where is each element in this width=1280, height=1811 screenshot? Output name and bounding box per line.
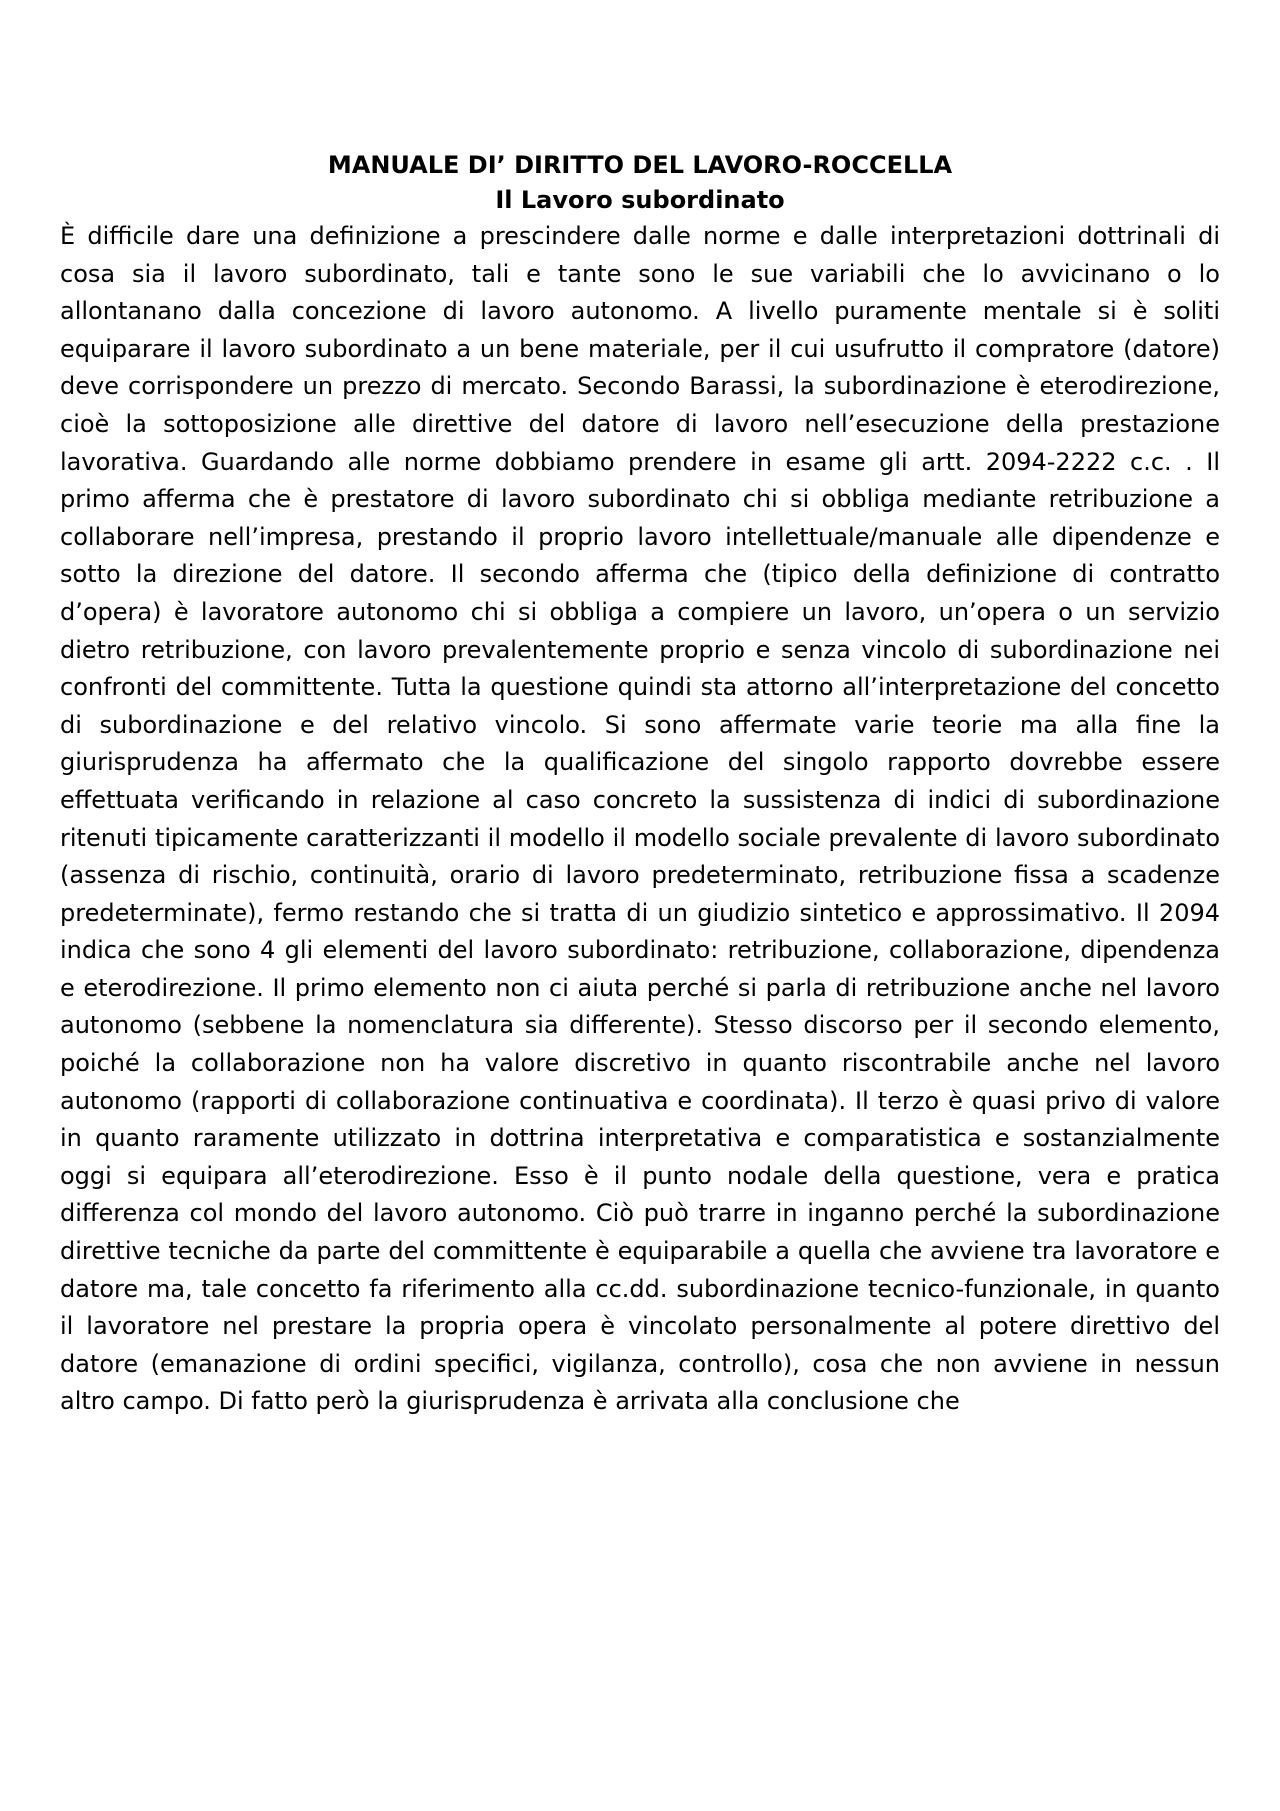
document-title: MANUALE DI’ DIRITTO DEL LAVORO-ROCCELLA: [327, 151, 953, 179]
body-paragraph: È difficile dare una definizione a prescindere dalle norme e dalle interpretazioni dottrinali di cosa sia il lavoro subordinato, tali e tante sono le sue variabili che lo avvicinano o lo allontanano dalla concezione di lavoro autonomo. A livello puramente mentale si è soliti equiparare il lavoro subordinato a un bene materiale, per il cui usufrutto il compratore (datore) deve corrispondere un prezzo di mercato. Secondo Barassi, la subordinazione è eterodirezione, cioè la sottoposizione alle direttive del datore di lavoro nell’esecuzione della prestazione lavorativa. Guardando alle norme dobbiamo prendere in esame gli artt. 2094-2222 c.c. . Il primo afferma che è prestatore di lavoro subordinato chi si obbliga mediante retribuzione a collaborare nell’impresa, prestando il proprio lavoro intellettuale/manuale alle dipendenze e sotto la direzione del datore. Il secondo afferma che (tipico della definizione di contratto d’opera) è lavoratore autonomo chi si obbliga a compiere un lavoro, un’opera o un servizio dietro retribuzione, con lavoro prevalentemente proprio e senza vincolo di subordinazione nei confronti del committente. Tutta la questione quindi sta attorno all’interpretazione del concetto di subordinazione e del relativo vincolo. Si sono affermate varie teorie ma alla fine la giurisprudenza ha affermato che la qualificazione del singolo rapporto dovrebbe essere effettuata verificando in relazione al caso concreto la sussistenza di indici di subordinazione ritenuti tipicamente caratterizzanti il modello il modello sociale prevalente di lavoro subordinato (assenza di rischio, continuità, orario di lavoro predeterminato, retribuzione fissa a scadenze predeterminate), fermo restando che si tratta di un giudizio sintetico e approssimativo. Il 2094 indica che sono 4 gli elementi del lavoro subordinato: retribuzione, collaborazione, dipendenza e eterodirezione. Il primo elemento non ci aiuta perché si parla di retribuzione anche nel lavoro autonomo (sebbene la nomenclatura sia differente). Stesso discorso per il secondo elemento, poiché la collaborazione non ha valore discretivo in quanto riscontrabile anche nel lavoro autonomo (rapporti di collaborazione continuativa e coordinata). Il terzo è quasi privo di valore in quanto raramente utilizzato in dottrina interpretativa e comparatistica e sostanzialmente oggi si equipara all’eterodirezione. Esso è il punto nodale della questione, vera e pratica differenza col mondo del lavoro autonomo. Ciò può trarre in inganno perché la subordinazione direttive tecniche da parte del committente è equiparabile a quella che avviene tra lavoratore e datore ma, tale concetto fa riferimento alla cc.dd. subordinazione tecnico-funzionale, in quanto il lavoratore nel prestare la propria opera è vincolato personalmente al potere direttivo del datore (emanazione di ordini specifici, vigilanza, controllo), cosa che non avviene in nessun altro campo. Di fatto però la giurisprudenza è arrivata alla conclusione che: [60, 222, 1220, 1416]
document-page: [60, 148, 1220, 1421]
document-subtitle: Il Lavoro subordinato: [495, 186, 785, 214]
